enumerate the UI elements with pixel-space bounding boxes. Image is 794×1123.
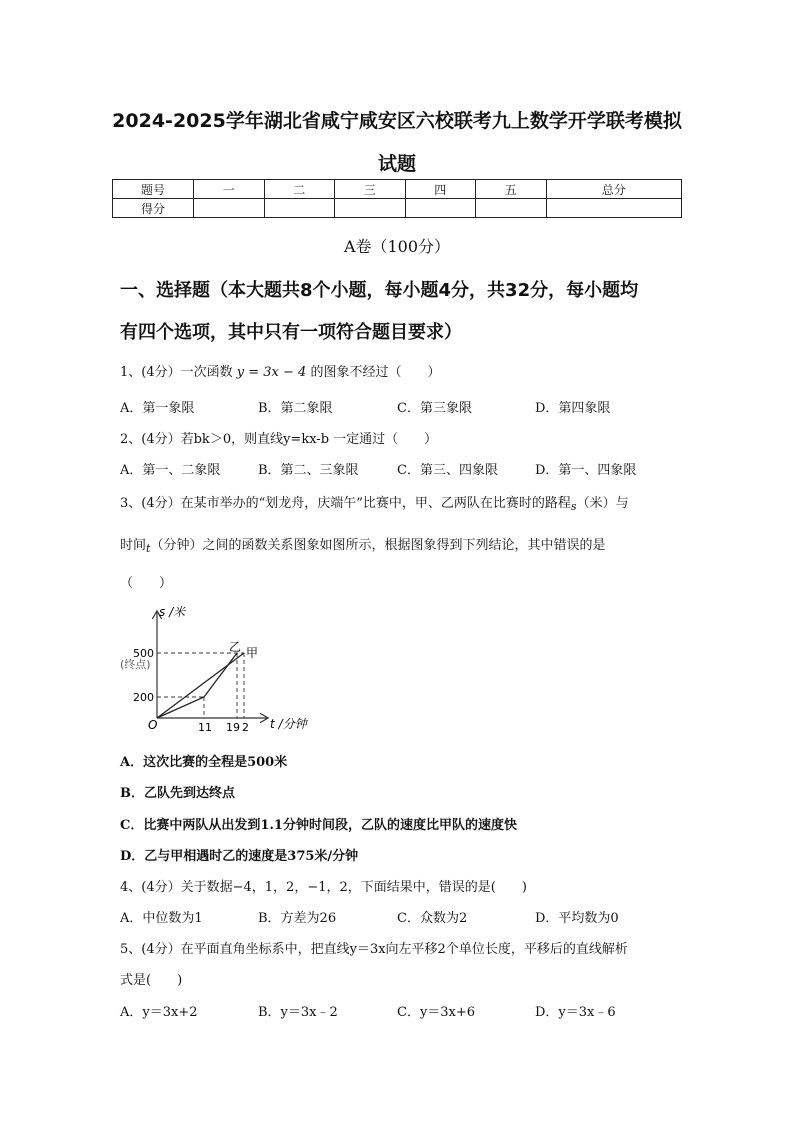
score-cell	[194, 199, 265, 218]
score-header-cell: 题号	[113, 180, 194, 199]
score-table-score-row	[113, 199, 682, 218]
doc-title-line1: 2024-2025学年湖北省咸宁咸安区六校联考九上数学开学联考模拟	[112, 110, 682, 132]
q5-option-c[interactable]: C．y＝3x+6	[397, 1005, 476, 1020]
series-label-jia: 甲	[246, 646, 259, 660]
y-tick-note: (终点)	[120, 658, 151, 671]
question-3-line2	[120, 534, 605, 555]
line-jia	[157, 653, 244, 718]
origin-label: O	[148, 718, 158, 732]
score-table-header-row	[113, 180, 682, 199]
q1-option-c[interactable]: C．第三象限	[397, 401, 472, 416]
question-1-prefix: 1、(4分）一次函数	[120, 365, 233, 380]
score-header-cell: 四	[405, 180, 476, 199]
section1-heading-line2: 有四个选项，其中只有一项符合题目要求）	[120, 322, 462, 343]
question-5-line2: 式是( )	[120, 973, 183, 988]
section-a-heading: A卷（100分）	[343, 237, 451, 256]
x-axis-label: t /分钟	[270, 717, 307, 731]
score-row-label: 得分	[113, 199, 194, 218]
q1-option-d[interactable]: D．第四象限	[535, 401, 611, 416]
q4-option-a[interactable]: A．中位数为1	[120, 911, 203, 926]
q1-option-b[interactable]: B．第二象限	[258, 401, 333, 416]
x-tick-2: 2	[242, 721, 249, 734]
score-header-cell: 五	[476, 180, 547, 199]
score-header-cell: 一	[194, 180, 265, 199]
question-3-text-c: 时间	[120, 538, 147, 553]
q5-option-d[interactable]: D．y＝3x﹣6	[535, 1005, 616, 1020]
q1-option-a[interactable]: A．第一象限	[120, 401, 195, 416]
score-cell	[405, 199, 476, 218]
doc-title-line2: 试题	[377, 153, 416, 175]
score-table	[112, 179, 682, 218]
q5-option-a[interactable]: A．y＝3x+2	[120, 1005, 198, 1020]
question-3-text-d: （分钟）之间的函数关系图象如图所示，根据图象得到下列结论，其中错误的是	[150, 538, 606, 553]
q3-option-b[interactable]: B．乙队先到达终点	[120, 786, 235, 801]
score-header-cell: 总分	[546, 180, 682, 199]
y-tick-500: 500	[133, 647, 154, 660]
question-4: 4、(4分）关于数据−4，1，2，−1，2，下面结果中，错误的是( )	[120, 880, 527, 895]
variable-s: s	[570, 500, 577, 513]
q3-option-d[interactable]: D．乙与甲相遇时乙的速度是375米/分钟	[120, 849, 359, 864]
question-1-suffix: 的图象不经过（ ）	[310, 365, 441, 380]
q2-option-c[interactable]: C．第三、四象限	[397, 463, 498, 478]
x-tick-11: 11	[198, 721, 212, 734]
q5-option-b[interactable]: B．y＝3x﹣2	[258, 1005, 338, 1020]
score-cell	[546, 199, 682, 218]
question-3-text-b: （米）与	[576, 496, 629, 511]
y-tick-200: 200	[133, 691, 154, 704]
question-3-text-a: 3、(4分）在某市举办的“划龙舟，庆端午”比赛中，甲、乙两队在比赛时的路程	[120, 496, 571, 511]
score-cell	[335, 199, 406, 218]
question-5-line1: 5、(4分）在平面直角坐标系中，把直线y＝3x向左平移2个单位长度，平移后的直线解析	[120, 942, 628, 957]
q3-option-c[interactable]: C．比赛中两队从出发到1.1分钟时间段，乙队的速度比甲队的速度快	[120, 818, 517, 833]
series-label-yi: 乙	[229, 640, 242, 654]
race-distance-time-graph	[112, 602, 312, 742]
question-1	[120, 361, 440, 380]
y-axis-label: s /米	[159, 605, 186, 619]
score-header-cell: 二	[264, 180, 335, 199]
x-tick-19: 19	[226, 721, 240, 734]
q4-option-d[interactable]: D．平均数为0	[535, 911, 619, 926]
question-2: 2、(4分）若bk＞0，则直线y=kx-b 一定通过（ ）	[120, 432, 438, 447]
q2-option-d[interactable]: D．第一、四象限	[535, 463, 637, 478]
question-1-formula: y = 3x − 4	[236, 365, 307, 380]
q2-option-a[interactable]: A．第一、二象限	[120, 463, 221, 478]
section1-heading-line1: 一、选择题（本大题共8个小题，每小题4分，共32分，每小题均	[120, 280, 639, 301]
score-cell	[476, 199, 547, 218]
q3-option-a[interactable]: A．这次比赛的全程是500米	[120, 755, 288, 770]
q4-option-b[interactable]: B．方差为26	[258, 911, 337, 926]
score-header-cell: 三	[335, 180, 406, 199]
question-3-line3: （ ）	[120, 576, 173, 591]
variable-t: t	[146, 542, 151, 555]
q4-option-c[interactable]: C．众数为2	[397, 911, 468, 926]
question-3-line1	[120, 492, 629, 513]
q2-option-b[interactable]: B．第二、三象限	[258, 463, 359, 478]
score-cell	[264, 199, 335, 218]
